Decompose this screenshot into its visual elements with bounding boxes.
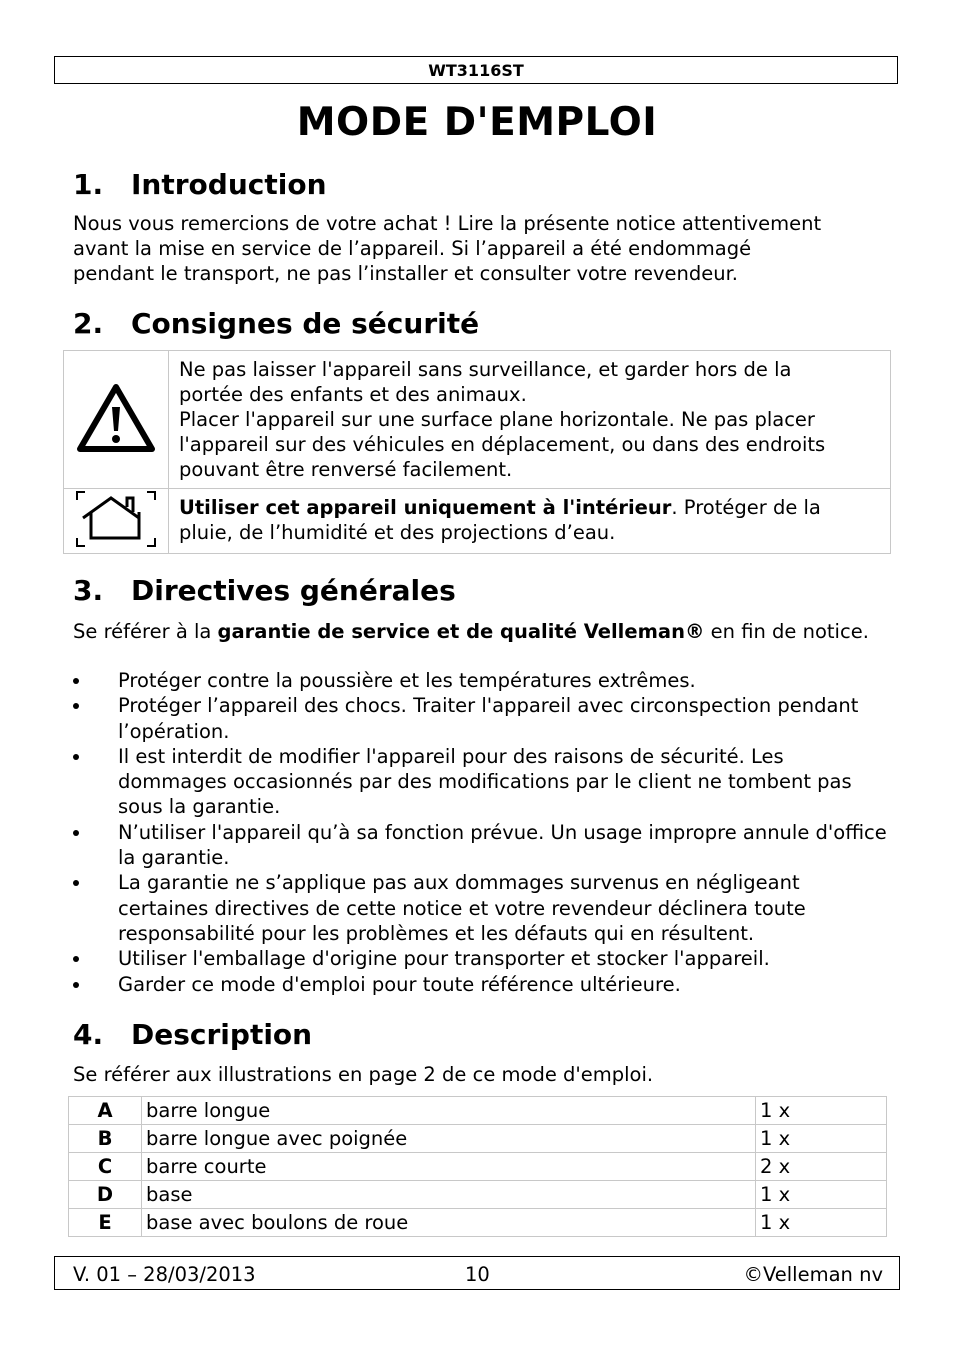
bullet-icon [73,678,79,684]
page-footer [54,1256,900,1290]
safety-rest-text: . Protéger de la pluie, de l’humidité et des projections d’eau. [179,496,821,544]
safety-table [63,350,891,554]
safety-bold-text: Utiliser cet appareil uniquement à l'intérieur [179,496,672,519]
table-row [69,1097,887,1125]
part-name: barre longue [142,1097,756,1125]
page-number: 10 [465,1263,490,1286]
section-title: Consignes de sécurité [131,307,480,340]
bullet-icon [73,880,79,886]
part-letter: E [69,1209,142,1237]
section-heading-introduction [73,168,327,201]
part-quantity: 1 x [756,1181,887,1209]
guidelines-list [73,668,893,997]
safety-row [64,489,891,554]
version-date: V. 01 – 28/03/2013 [73,1263,256,1286]
list-item-text: Protéger contre la poussière et les températures extrêmes. [118,669,696,692]
safety-icon-cell [64,489,169,554]
general-guidelines-intro [73,619,893,644]
part-letter: B [69,1125,142,1153]
part-quantity: 1 x [756,1125,887,1153]
bullet-icon [73,982,79,988]
table-row [69,1125,887,1153]
intro-text: Se référer à la [73,620,218,643]
page-header [54,56,898,84]
section-heading-description [73,1018,312,1051]
part-letter: A [69,1097,142,1125]
list-item-text: La garantie ne s’applique pas aux dommages survenus en négligeant certaines directives de cette notice et votre revendeur déclinera toute responsabilité pour les problèmes et les défauts qui en résultent. [118,871,806,945]
section-title: Description [131,1018,313,1051]
part-quantity: 1 x [756,1209,887,1237]
section-number: 4. [73,1018,104,1051]
list-item [73,946,893,971]
part-quantity: 1 x [756,1097,887,1125]
part-name: barre courte [142,1153,756,1181]
bullet-icon [73,956,79,962]
description-text: Se référer aux illustrations en page 2 de ce mode d'emploi. [73,1063,654,1086]
model-number: WT3116ST [428,60,524,80]
section-title: Introduction [131,168,327,201]
indoor-use-house-icon [75,490,157,548]
copyright: ©Velleman nv [743,1263,883,1286]
list-item [73,744,893,820]
part-quantity: 2 x [756,1153,887,1181]
introduction-text: Nous vous remercions de votre achat ! Lire la présente notice attentivement avant la mise en service de l’appareil. Si l’appareil a été endommagé pendant le transport, ne pas l’installer et consulter votre revendeur. [73,212,822,285]
list-item [73,668,893,693]
list-item-text: Protéger l’appareil des chocs. Traiter l'appareil avec circonspection pendant l’opération. [118,694,859,743]
table-row [69,1209,887,1237]
bullet-icon [73,830,79,836]
intro-bold-text: garantie de service et de qualité Velleman® [217,620,705,643]
section-number: 3. [73,574,104,607]
list-item [73,972,893,997]
bullet-icon [73,754,79,760]
list-item [73,820,893,871]
warning-triangle-icon [76,383,156,453]
safety-text: Ne pas laisser l'appareil sans surveillance, et garder hors de la portée des enfants et des animaux. Placer l'appareil sur une surface plane horizontale. Ne pas placer l'appareil sur des véhicules en déplacement, ou dans des endroits pouvant être renversé facilement. [169,351,891,489]
bullet-icon [73,703,79,709]
part-name: base avec boulons de roue [142,1209,756,1237]
list-item [73,870,893,946]
safety-icon-cell [64,351,169,489]
part-letter: C [69,1153,142,1181]
list-item-text: N’utiliser l'appareil qu’à sa fonction prévue. Un usage impropre annule d'office la garantie. [118,820,887,870]
list-item-text: Il est interdit de modifier l'appareil pour des raisons de sécurité. Les dommages occasionnés par des modifications par le client ne tombent pas sous la garantie. [118,744,852,819]
list-item [73,693,893,744]
safety-text [169,489,891,554]
table-row [69,1153,887,1181]
section-number: 1. [73,168,104,201]
list-item-text: Utiliser l'emballage d'origine pour transporter et stocker l'appareil. [118,947,770,971]
part-name: base [142,1181,756,1209]
section-title: Directives générales [131,574,456,607]
section-heading-general-guidelines [73,574,456,607]
intro-text: en fin de notice. [704,620,869,643]
section-number: 2. [73,307,104,340]
page-title: MODE D'EMPLOI [296,100,658,145]
table-row [69,1181,887,1209]
part-letter: D [69,1181,142,1209]
list-item-text: Garder ce mode d'emploi pour toute référence ultérieure. [118,972,681,996]
section-heading-safety [73,307,479,340]
safety-row [64,351,891,489]
part-name: barre longue avec poignée [142,1125,756,1153]
parts-table [68,1096,887,1237]
